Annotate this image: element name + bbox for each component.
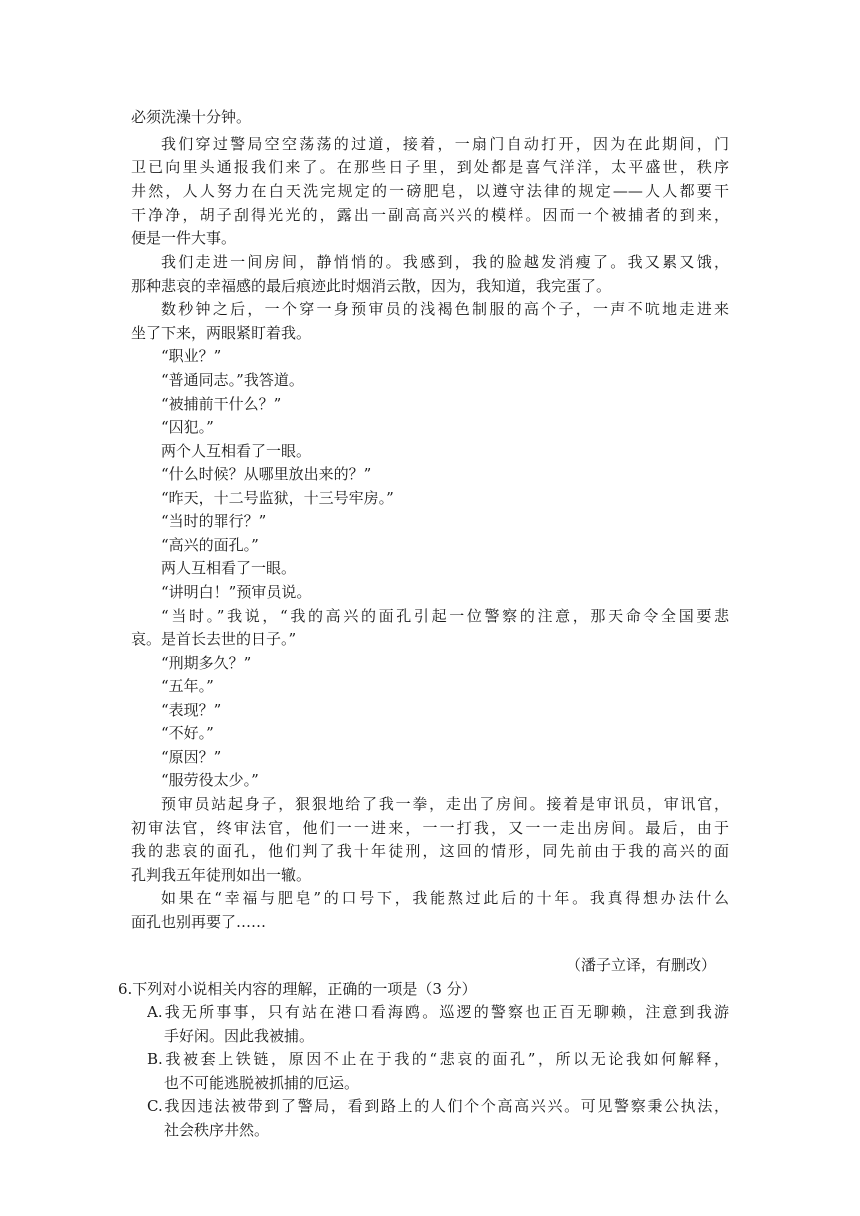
story-line: 卫已向里头通报我们来了。在那些日子里，到处都是喜气洋洋，太平盛世，秩序 xyxy=(131,158,729,176)
dialogue-line: “表现？” xyxy=(161,701,222,719)
dialogue-line: “什么时候？从哪里放出来的？” xyxy=(161,465,372,483)
option-b-continued: 也不可能逃脱被抓捕的厄运。 xyxy=(164,1074,360,1092)
option-a-continued: 手好闲。因此我被捕。 xyxy=(164,1027,315,1045)
option-b: B.我被套上铁链，原因不止在于我的“悲哀的面孔”，所以无论我如何解释， xyxy=(147,1050,729,1068)
dialogue-line: “高兴的面孔。” xyxy=(161,536,259,554)
source-attribution: （潘子立译，有删改） xyxy=(566,956,717,974)
dialogue-line: “刑期多久？” xyxy=(161,654,252,672)
story-line: 预审员站起身子，狠狠地给了我一拳，走出了房间。接着是审讯员，审讯官， xyxy=(161,795,729,813)
dialogue-line: “当时。”我说，“我的高兴的面孔引起一位警察的注意，那天命令全国要悲 xyxy=(161,607,729,625)
dialogue-line: 哀。是首长去世的日子。” xyxy=(131,630,297,648)
story-line: 我的悲哀的面孔，他们判了我十年徒刑，这回的情形，同先前由于我的高兴的面 xyxy=(131,842,729,860)
dialogue-line: “囚犯。” xyxy=(161,418,214,436)
dialogue-line: 两人互相看了一眼。 xyxy=(161,559,297,577)
dialogue-line: “昨天，十二号监狱，十三号牢房。” xyxy=(161,489,394,507)
dialogue-line: “普通同志。”我答道。 xyxy=(161,371,304,389)
story-line: 孔判我五年徒刑如出一辙。 xyxy=(131,866,312,884)
option-c: C.我因违法被带到了警局，看到路上的人们个个高高兴兴。可见警察秉公执法， xyxy=(147,1097,729,1115)
dialogue-line: 两个人互相看了一眼。 xyxy=(161,442,312,460)
story-line: 我们穿过警局空空荡荡的过道，接着，一扇门自动打开，因为在此期间，门 xyxy=(161,135,729,153)
story-line: 如果在“幸福与肥皂”的口号下，我能熬过此后的十年。我真得想办法什么 xyxy=(161,889,729,907)
story-line: 我们走进一间房间，静悄悄的。我感到，我的脸越发消瘦了。我又累又饿， xyxy=(161,253,729,271)
dialogue-line: “职业？” xyxy=(161,347,222,365)
dialogue-line: “五年。” xyxy=(161,677,214,695)
story-line: 井然，人人努力在白天洗完规定的一磅肥皂，以遵守法律的规定——人人都要干 xyxy=(131,182,729,200)
option-a: A.我无所事事，只有站在港口看海鸥。巡逻的警察也正百无聊赖，注意到我游 xyxy=(147,1003,729,1021)
option-c-continued: 社会秩序井然。 xyxy=(164,1121,270,1139)
dialogue-line: “不好。” xyxy=(161,724,214,742)
dialogue-line: “被捕前干什么？” xyxy=(161,395,282,413)
dialogue-line: “服劳役太少。” xyxy=(161,771,259,789)
story-line: 初审法官，终审法官，他们一一进来，一一打我，又一一走出房间。最后，由于 xyxy=(131,819,729,837)
dialogue-line: “当时的罪行？” xyxy=(161,512,267,530)
story-line: 必须洗澡十分钟。 xyxy=(131,108,252,126)
story-line: 数秒钟之后，一个穿一身预审员的浅褐色制服的高个子，一声不吭地走进来 xyxy=(161,300,729,318)
story-line: 面孔也别再要了…… xyxy=(131,913,267,931)
story-line: 那种悲哀的幸福感的最后痕迹此时烟消云散，因为，我知道，我完蛋了。 xyxy=(131,277,612,295)
question-stem: 6.下列对小说相关内容的理解，正确的一项是（3 分） xyxy=(118,980,477,998)
story-line: 便是一件大事。 xyxy=(131,229,237,247)
dialogue-line: “原因？” xyxy=(161,748,222,766)
dialogue-line: “讲明白！”预审员说。 xyxy=(161,583,312,601)
story-line: 干净净，胡子刮得光光的，露出一副高高兴兴的模样。因而一个被捕者的到来， xyxy=(131,206,729,224)
story-line: 坐了下来，两眼紧盯着我。 xyxy=(131,324,312,342)
